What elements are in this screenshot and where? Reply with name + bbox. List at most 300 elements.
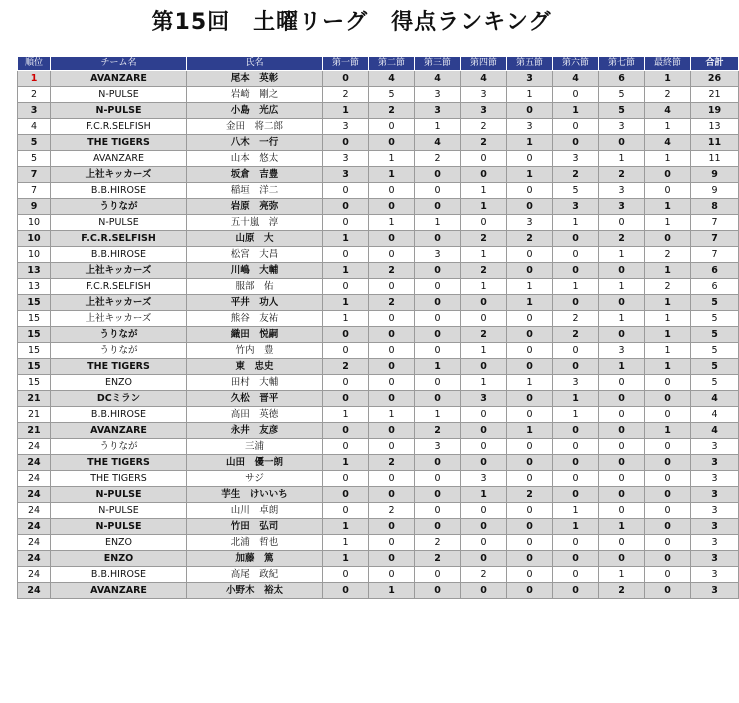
player-name-cell: 八木 一行: [187, 135, 323, 151]
round-4-score-cell: 0: [461, 551, 507, 567]
team-cell: F.C.R.SELFISH: [51, 279, 187, 295]
round-1-score-cell: 1: [323, 455, 369, 471]
round-5-score-cell: 1: [507, 135, 553, 151]
round-4-score-cell: 1: [461, 279, 507, 295]
header-round-5: 第五節: [507, 57, 553, 71]
round-3-score-cell: 0: [415, 375, 461, 391]
table-row: [18, 487, 739, 503]
total-cell: 13: [691, 119, 739, 135]
round-6-score-cell: 0: [553, 439, 599, 455]
final-round-score-cell: 2: [645, 87, 691, 103]
round-4-score-cell: 0: [461, 311, 507, 327]
round-7-score-cell: 0: [599, 535, 645, 551]
total-cell: 3: [691, 503, 739, 519]
team-cell: N-PULSE: [51, 215, 187, 231]
table-row: [18, 87, 739, 103]
round-3-score-cell: 0: [415, 327, 461, 343]
final-round-score-cell: 0: [645, 519, 691, 535]
round-3-score-cell: 1: [415, 359, 461, 375]
header-round-6: 第六節: [553, 57, 599, 71]
round-6-score-cell: 3: [553, 199, 599, 215]
round-1-score-cell: 0: [323, 375, 369, 391]
rank-cell: 2: [18, 87, 51, 103]
table-row: [18, 247, 739, 263]
player-name-cell: 竹内 豊: [187, 343, 323, 359]
rank-cell: 4: [18, 119, 51, 135]
round-6-score-cell: 0: [553, 583, 599, 599]
round-2-score-cell: 0: [369, 279, 415, 295]
table-row: [18, 151, 739, 167]
rank-cell: 21: [18, 391, 51, 407]
table-row: [18, 311, 739, 327]
table-body: [18, 71, 739, 599]
round-7-score-cell: 0: [599, 439, 645, 455]
round-2-score-cell: 2: [369, 103, 415, 119]
round-1-score-cell: 0: [323, 71, 369, 87]
player-name-cell: 山本 悠太: [187, 151, 323, 167]
round-1-score-cell: 0: [323, 279, 369, 295]
round-3-score-cell: 2: [415, 151, 461, 167]
header-round-7: 第七節: [599, 57, 645, 71]
round-2-score-cell: 1: [369, 407, 415, 423]
round-2-score-cell: 2: [369, 295, 415, 311]
player-name-cell: 稲垣 洋二: [187, 183, 323, 199]
round-5-score-cell: 0: [507, 199, 553, 215]
round-1-score-cell: 0: [323, 487, 369, 503]
round-1-score-cell: 1: [323, 311, 369, 327]
total-cell: 3: [691, 583, 739, 599]
round-1-score-cell: 1: [323, 231, 369, 247]
round-2-score-cell: 1: [369, 167, 415, 183]
table-row: [18, 343, 739, 359]
rank-cell: 21: [18, 407, 51, 423]
header-team: チーム名: [51, 57, 187, 71]
round-6-score-cell: 0: [553, 359, 599, 375]
round-3-score-cell: 3: [415, 247, 461, 263]
final-round-score-cell: 2: [645, 247, 691, 263]
round-4-score-cell: 4: [461, 71, 507, 87]
round-4-score-cell: 2: [461, 119, 507, 135]
round-3-score-cell: 3: [415, 87, 461, 103]
rank-cell: 15: [18, 343, 51, 359]
rank-cell: 10: [18, 231, 51, 247]
table-row: [18, 103, 739, 119]
round-1-score-cell: 1: [323, 535, 369, 551]
header-round-1: 第一節: [323, 57, 369, 71]
round-6-score-cell: 0: [553, 263, 599, 279]
rank-cell: 13: [18, 279, 51, 295]
final-round-score-cell: 4: [645, 135, 691, 151]
total-cell: 5: [691, 311, 739, 327]
rank-cell: 21: [18, 423, 51, 439]
round-6-score-cell: 0: [553, 567, 599, 583]
round-4-score-cell: 1: [461, 183, 507, 199]
round-3-score-cell: 1: [415, 215, 461, 231]
table-row: [18, 231, 739, 247]
team-cell: ENZO: [51, 535, 187, 551]
round-3-score-cell: 4: [415, 135, 461, 151]
round-2-score-cell: 0: [369, 519, 415, 535]
round-5-score-cell: 1: [507, 375, 553, 391]
player-name-cell: 田村 大輔: [187, 375, 323, 391]
round-2-score-cell: 0: [369, 375, 415, 391]
total-cell: 11: [691, 135, 739, 151]
total-cell: 19: [691, 103, 739, 119]
round-4-score-cell: 2: [461, 263, 507, 279]
round-1-score-cell: 0: [323, 215, 369, 231]
table-row: [18, 375, 739, 391]
round-3-score-cell: 0: [415, 487, 461, 503]
round-5-score-cell: 0: [507, 103, 553, 119]
total-cell: 5: [691, 359, 739, 375]
player-name-cell: 三浦: [187, 439, 323, 455]
total-cell: 3: [691, 519, 739, 535]
round-4-score-cell: 0: [461, 583, 507, 599]
total-cell: 3: [691, 487, 739, 503]
round-1-score-cell: 0: [323, 391, 369, 407]
team-cell: N-PULSE: [51, 103, 187, 119]
final-round-score-cell: 1: [645, 343, 691, 359]
final-round-score-cell: 1: [645, 71, 691, 87]
round-5-score-cell: 0: [507, 535, 553, 551]
player-name-cell: 加藤 篤: [187, 551, 323, 567]
round-5-score-cell: 1: [507, 295, 553, 311]
round-7-score-cell: 3: [599, 119, 645, 135]
round-5-score-cell: 0: [507, 311, 553, 327]
round-5-score-cell: 0: [507, 455, 553, 471]
player-name-cell: 小野木 裕太: [187, 583, 323, 599]
round-3-score-cell: 0: [415, 391, 461, 407]
round-7-score-cell: 6: [599, 71, 645, 87]
total-cell: 11: [691, 151, 739, 167]
team-cell: THE TIGERS: [51, 135, 187, 151]
round-3-score-cell: 0: [415, 519, 461, 535]
round-3-score-cell: 0: [415, 295, 461, 311]
table-row: [18, 551, 739, 567]
final-round-score-cell: 0: [645, 391, 691, 407]
round-7-score-cell: 0: [599, 551, 645, 567]
rank-cell: 24: [18, 583, 51, 599]
round-5-score-cell: 3: [507, 119, 553, 135]
round-2-score-cell: 2: [369, 455, 415, 471]
team-cell: B.B.HIROSE: [51, 567, 187, 583]
round-7-score-cell: 3: [599, 183, 645, 199]
rank-cell: 3: [18, 103, 51, 119]
final-round-score-cell: 0: [645, 535, 691, 551]
table-row: [18, 567, 739, 583]
player-name-cell: 高田 英徳: [187, 407, 323, 423]
final-round-score-cell: 0: [645, 471, 691, 487]
round-6-score-cell: 1: [553, 519, 599, 535]
round-1-score-cell: 1: [323, 103, 369, 119]
round-1-score-cell: 1: [323, 551, 369, 567]
header-rank: 順位: [18, 57, 51, 71]
player-name-cell: 金田 将二郎: [187, 119, 323, 135]
round-3-score-cell: 2: [415, 535, 461, 551]
round-2-score-cell: 0: [369, 487, 415, 503]
round-5-score-cell: 1: [507, 279, 553, 295]
total-cell: 6: [691, 263, 739, 279]
round-5-score-cell: 0: [507, 343, 553, 359]
round-4-score-cell: 0: [461, 167, 507, 183]
round-1-score-cell: 0: [323, 135, 369, 151]
final-round-score-cell: 0: [645, 455, 691, 471]
table-row: [18, 215, 739, 231]
round-7-score-cell: 0: [599, 487, 645, 503]
player-name-cell: 松宮 大昌: [187, 247, 323, 263]
team-cell: B.B.HIROSE: [51, 183, 187, 199]
round-3-score-cell: 0: [415, 167, 461, 183]
round-7-score-cell: 0: [599, 391, 645, 407]
team-cell: F.C.R.SELFISH: [51, 119, 187, 135]
total-cell: 5: [691, 295, 739, 311]
round-4-score-cell: 2: [461, 231, 507, 247]
header-name: 氏名: [187, 57, 323, 71]
final-round-score-cell: 0: [645, 583, 691, 599]
round-6-score-cell: 1: [553, 103, 599, 119]
round-1-score-cell: 0: [323, 503, 369, 519]
round-6-score-cell: 0: [553, 135, 599, 151]
round-3-score-cell: 0: [415, 583, 461, 599]
round-5-score-cell: 0: [507, 583, 553, 599]
final-round-score-cell: 1: [645, 119, 691, 135]
round-5-score-cell: 0: [507, 503, 553, 519]
round-7-score-cell: 5: [599, 87, 645, 103]
round-5-score-cell: 1: [507, 87, 553, 103]
round-3-score-cell: 3: [415, 103, 461, 119]
team-cell: B.B.HIROSE: [51, 407, 187, 423]
player-name-cell: 久松 晋平: [187, 391, 323, 407]
team-cell: うりなが: [51, 343, 187, 359]
player-name-cell: 五十嵐 淳: [187, 215, 323, 231]
round-1-score-cell: 0: [323, 199, 369, 215]
total-cell: 7: [691, 215, 739, 231]
round-6-score-cell: 1: [553, 391, 599, 407]
round-5-score-cell: 0: [507, 151, 553, 167]
rank-cell: 10: [18, 215, 51, 231]
total-cell: 3: [691, 567, 739, 583]
round-2-score-cell: 0: [369, 439, 415, 455]
round-6-score-cell: 0: [553, 455, 599, 471]
rank-cell: 15: [18, 295, 51, 311]
round-7-score-cell: 1: [599, 279, 645, 295]
round-7-score-cell: 0: [599, 135, 645, 151]
round-6-score-cell: 0: [553, 295, 599, 311]
round-3-score-cell: 0: [415, 343, 461, 359]
round-7-score-cell: 0: [599, 263, 645, 279]
rank-cell: 24: [18, 503, 51, 519]
round-4-score-cell: 1: [461, 247, 507, 263]
round-4-score-cell: 1: [461, 199, 507, 215]
round-1-score-cell: 3: [323, 151, 369, 167]
round-1-score-cell: 1: [323, 295, 369, 311]
round-6-score-cell: 0: [553, 343, 599, 359]
team-cell: 上社キッカーズ: [51, 263, 187, 279]
round-2-score-cell: 1: [369, 215, 415, 231]
round-3-score-cell: 0: [415, 471, 461, 487]
final-round-score-cell: 0: [645, 567, 691, 583]
player-name-cell: 北浦 哲也: [187, 535, 323, 551]
round-6-score-cell: 1: [553, 407, 599, 423]
rank-cell: 24: [18, 567, 51, 583]
round-4-score-cell: 0: [461, 535, 507, 551]
final-round-score-cell: 0: [645, 231, 691, 247]
table-row: [18, 183, 739, 199]
table-row: [18, 455, 739, 471]
round-1-score-cell: 2: [323, 359, 369, 375]
round-6-score-cell: 3: [553, 151, 599, 167]
total-cell: 4: [691, 391, 739, 407]
round-4-score-cell: 0: [461, 407, 507, 423]
rank-cell: 13: [18, 263, 51, 279]
final-round-score-cell: 0: [645, 439, 691, 455]
round-6-score-cell: 0: [553, 487, 599, 503]
round-3-score-cell: 0: [415, 503, 461, 519]
total-cell: 21: [691, 87, 739, 103]
total-cell: 3: [691, 535, 739, 551]
total-cell: 3: [691, 551, 739, 567]
round-5-score-cell: 3: [507, 215, 553, 231]
round-6-score-cell: 0: [553, 551, 599, 567]
final-round-score-cell: 1: [645, 423, 691, 439]
round-7-score-cell: 2: [599, 583, 645, 599]
total-cell: 3: [691, 439, 739, 455]
rank-cell: 24: [18, 519, 51, 535]
round-5-score-cell: 0: [507, 407, 553, 423]
final-round-score-cell: 4: [645, 103, 691, 119]
round-6-score-cell: 2: [553, 327, 599, 343]
rank-cell: 24: [18, 439, 51, 455]
team-cell: うりなが: [51, 327, 187, 343]
round-4-score-cell: 0: [461, 519, 507, 535]
header-round-3: 第三節: [415, 57, 461, 71]
round-1-score-cell: 0: [323, 327, 369, 343]
table-row: [18, 503, 739, 519]
table-row: [18, 583, 739, 599]
rank-cell: 1: [18, 71, 51, 87]
rank-cell: 24: [18, 487, 51, 503]
round-2-score-cell: 1: [369, 151, 415, 167]
round-3-score-cell: 4: [415, 71, 461, 87]
round-5-score-cell: 0: [507, 519, 553, 535]
team-cell: DCミラン: [51, 391, 187, 407]
round-5-score-cell: 0: [507, 567, 553, 583]
round-1-score-cell: 0: [323, 423, 369, 439]
round-1-score-cell: 3: [323, 119, 369, 135]
team-cell: AVANZARE: [51, 423, 187, 439]
final-round-score-cell: 0: [645, 183, 691, 199]
round-3-score-cell: 3: [415, 439, 461, 455]
round-4-score-cell: 0: [461, 295, 507, 311]
round-6-score-cell: 0: [553, 423, 599, 439]
round-1-score-cell: 0: [323, 183, 369, 199]
player-name-cell: 熊谷 友祐: [187, 311, 323, 327]
rank-cell: 7: [18, 183, 51, 199]
total-cell: 7: [691, 231, 739, 247]
total-cell: 5: [691, 375, 739, 391]
round-7-score-cell: 0: [599, 375, 645, 391]
player-name-cell: 坂倉 吉豊: [187, 167, 323, 183]
header-round-2: 第二節: [369, 57, 415, 71]
rank-cell: 5: [18, 151, 51, 167]
round-5-score-cell: 0: [507, 439, 553, 455]
team-cell: THE TIGERS: [51, 471, 187, 487]
round-5-score-cell: 0: [507, 359, 553, 375]
final-round-score-cell: 0: [645, 407, 691, 423]
round-4-score-cell: 0: [461, 215, 507, 231]
total-cell: 3: [691, 455, 739, 471]
round-4-score-cell: 1: [461, 343, 507, 359]
round-2-score-cell: 0: [369, 471, 415, 487]
round-3-score-cell: 2: [415, 423, 461, 439]
total-cell: 9: [691, 167, 739, 183]
table-row: [18, 327, 739, 343]
rank-cell: 15: [18, 359, 51, 375]
round-2-score-cell: 5: [369, 87, 415, 103]
round-2-score-cell: 0: [369, 327, 415, 343]
rank-cell: 10: [18, 247, 51, 263]
player-name-cell: 東 忠史: [187, 359, 323, 375]
rank-cell: 15: [18, 311, 51, 327]
header-round-4: 第四節: [461, 57, 507, 71]
final-round-score-cell: 1: [645, 151, 691, 167]
round-7-score-cell: 3: [599, 199, 645, 215]
team-cell: 上社キッカーズ: [51, 295, 187, 311]
round-6-score-cell: 2: [553, 311, 599, 327]
total-cell: 5: [691, 343, 739, 359]
table-row: [18, 407, 739, 423]
rank-cell: 15: [18, 327, 51, 343]
round-7-score-cell: 1: [599, 567, 645, 583]
player-name-cell: 岩原 亮弥: [187, 199, 323, 215]
round-5-score-cell: 3: [507, 71, 553, 87]
player-name-cell: 平井 功人: [187, 295, 323, 311]
round-2-score-cell: 0: [369, 119, 415, 135]
round-3-score-cell: 0: [415, 311, 461, 327]
round-5-score-cell: 0: [507, 551, 553, 567]
round-1-score-cell: 3: [323, 167, 369, 183]
team-cell: AVANZARE: [51, 151, 187, 167]
round-5-score-cell: 2: [507, 487, 553, 503]
player-name-cell: 竹田 弘司: [187, 519, 323, 535]
final-round-score-cell: 1: [645, 215, 691, 231]
team-cell: 上社キッカーズ: [51, 167, 187, 183]
total-cell: 7: [691, 247, 739, 263]
round-6-score-cell: 0: [553, 535, 599, 551]
final-round-score-cell: 0: [645, 167, 691, 183]
table-row: [18, 279, 739, 295]
table-row: [18, 295, 739, 311]
round-4-score-cell: 2: [461, 327, 507, 343]
team-cell: ENZO: [51, 375, 187, 391]
total-cell: 8: [691, 199, 739, 215]
total-cell: 5: [691, 327, 739, 343]
total-cell: 4: [691, 423, 739, 439]
rank-cell: 24: [18, 535, 51, 551]
round-1-score-cell: 0: [323, 471, 369, 487]
player-name-cell: 高尾 政紀: [187, 567, 323, 583]
round-6-score-cell: 2: [553, 167, 599, 183]
player-name-cell: 岩崎 剛之: [187, 87, 323, 103]
round-7-score-cell: 1: [599, 247, 645, 263]
team-cell: N-PULSE: [51, 503, 187, 519]
team-cell: N-PULSE: [51, 487, 187, 503]
total-cell: 26: [691, 71, 739, 87]
player-name-cell: 山川 卓朗: [187, 503, 323, 519]
table-row: [18, 199, 739, 215]
table-row: [18, 439, 739, 455]
final-round-score-cell: 1: [645, 311, 691, 327]
